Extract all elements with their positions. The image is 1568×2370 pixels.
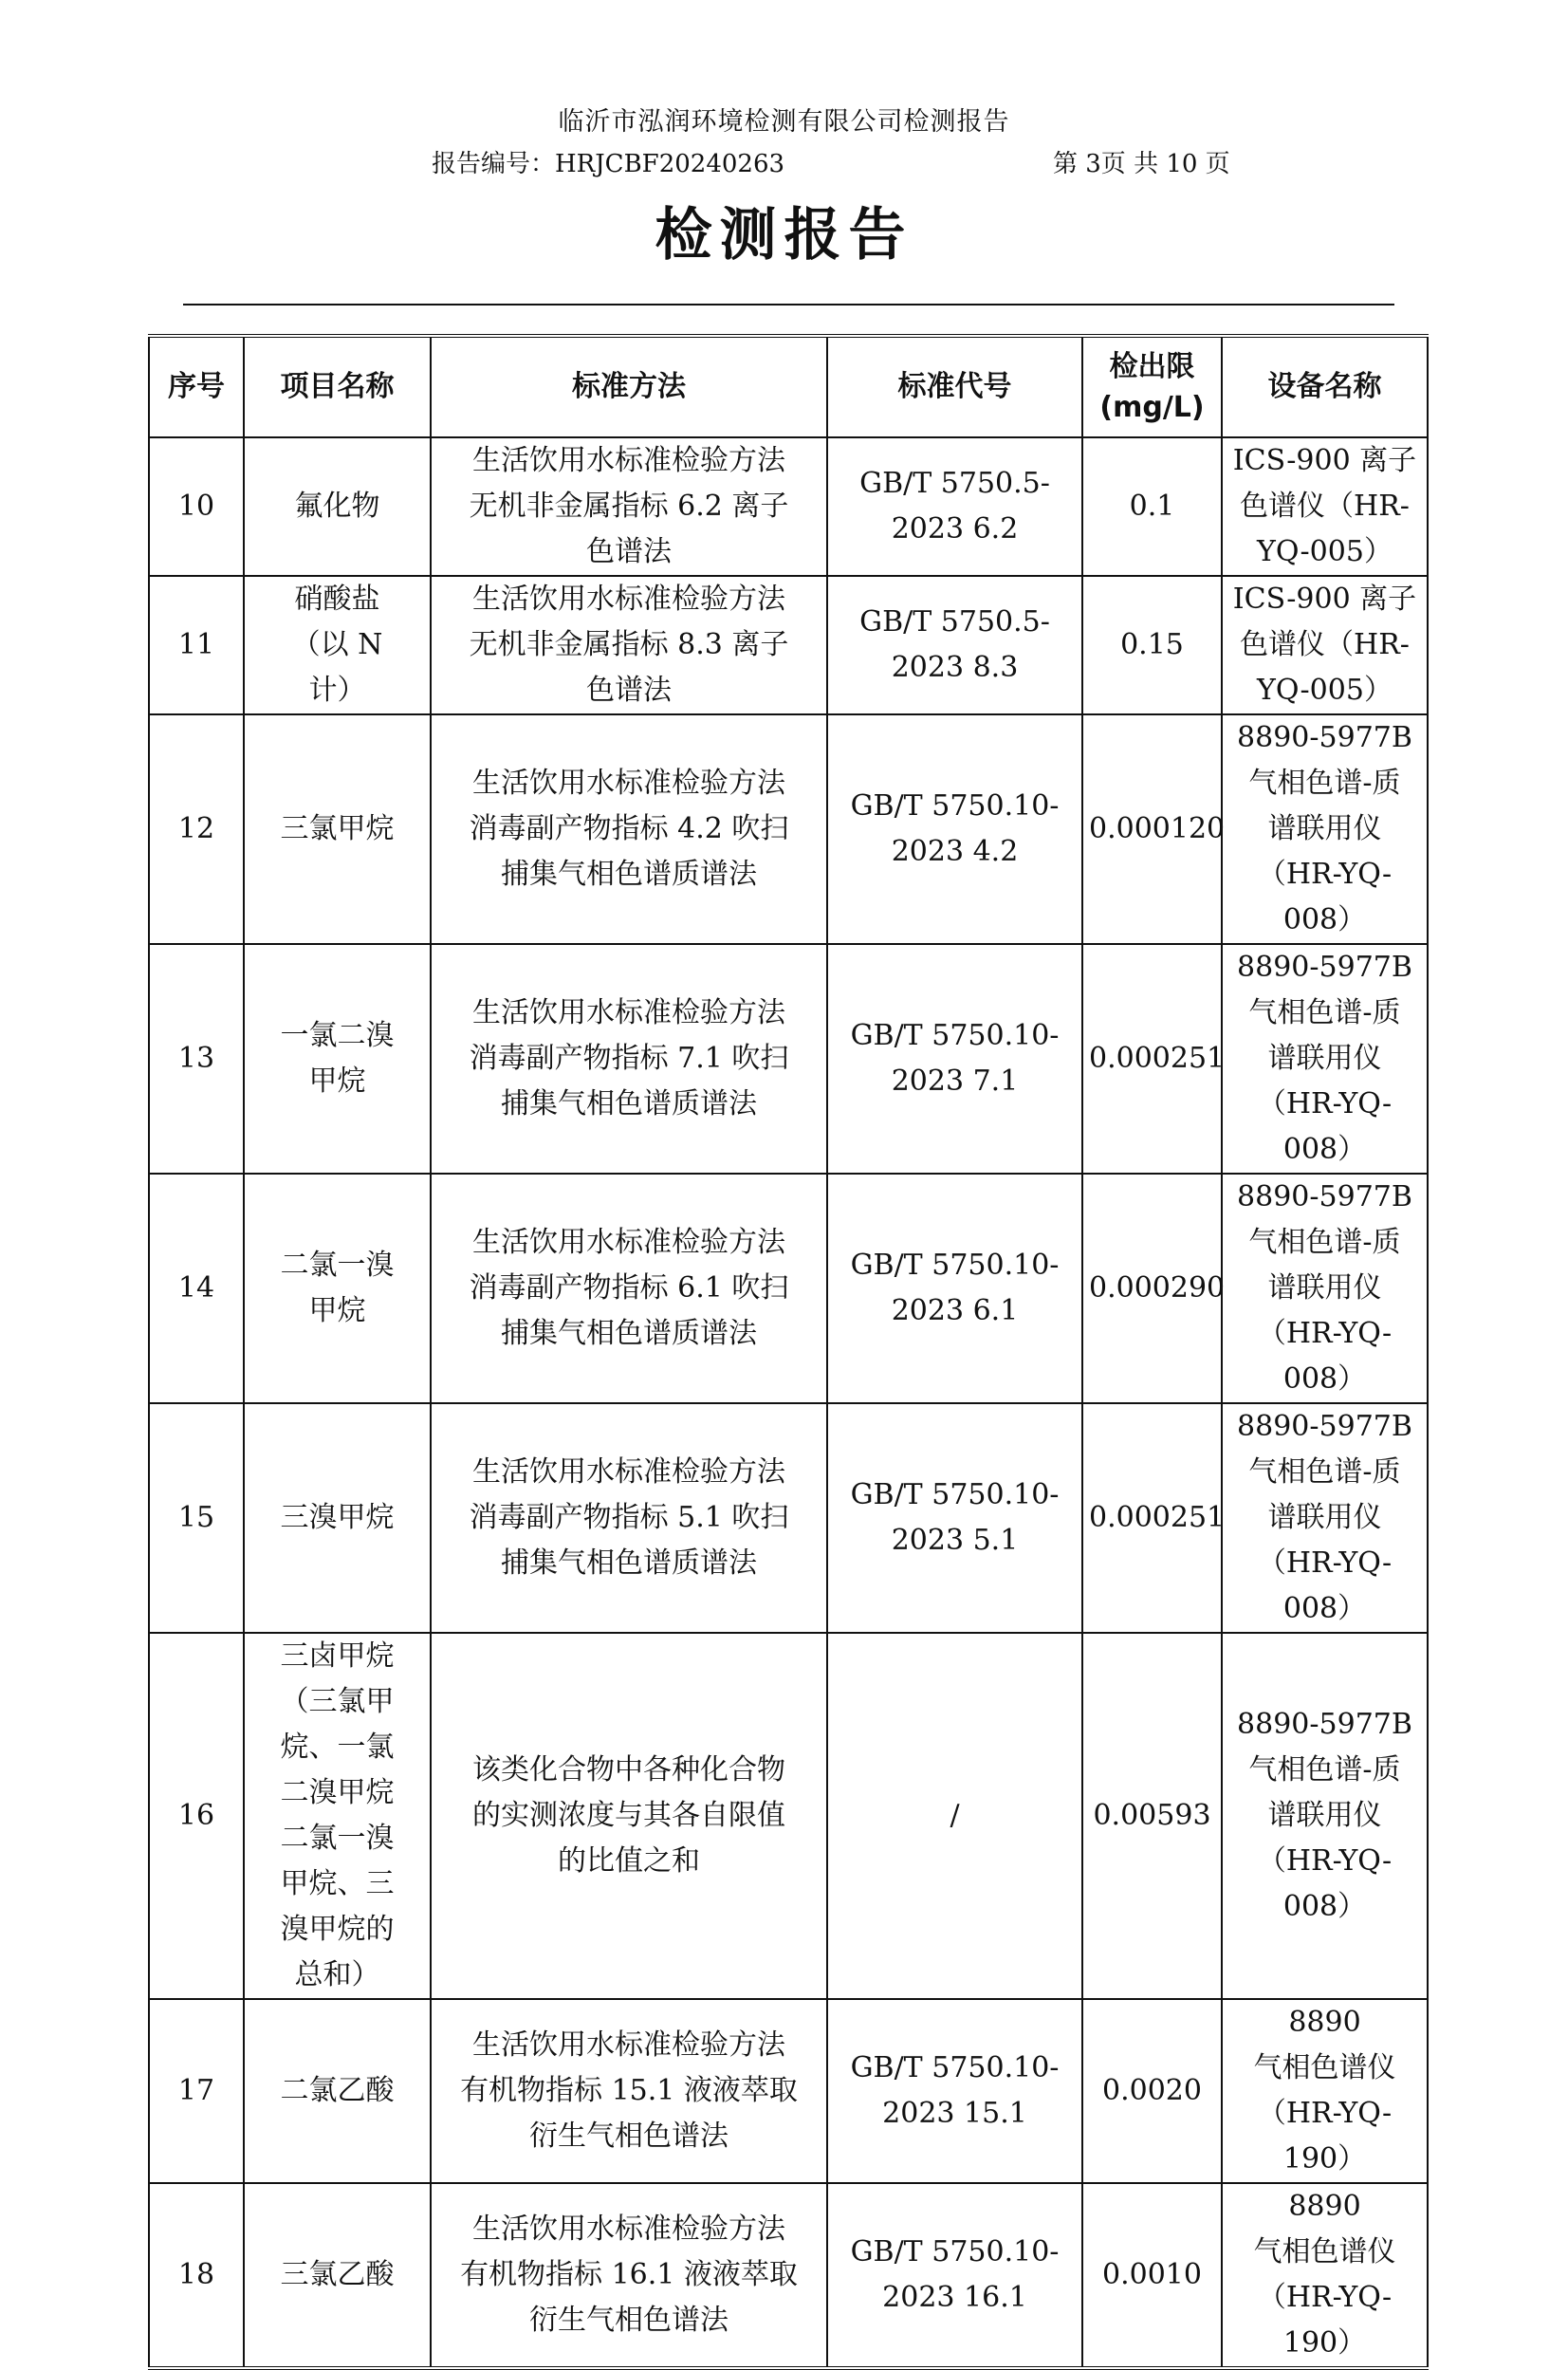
seq-cell: 13	[149, 944, 244, 1174]
method-cell: 该类化合物中各种化合物 的实测浓度与其各自限值 的比值之和	[431, 1633, 827, 1999]
page-title: 检测报告	[655, 202, 913, 268]
standard-code-cell: GB/T 5750.10- 2023 4.2	[827, 714, 1082, 944]
standard-code-cell: GB/T 5750.10- 2023 6.1	[827, 1174, 1082, 1403]
column-header-method: 标准方法	[431, 336, 827, 437]
column-header-seq: 序号	[149, 336, 244, 437]
header-divider	[183, 304, 1394, 306]
equipment-cell: 8890 气相色谱仪 （HR-YQ- 190）	[1222, 1999, 1428, 2183]
seq-cell: 16	[149, 1633, 244, 1999]
standard-code-cell: GB/T 5750.5- 2023 8.3	[827, 576, 1082, 714]
method-cell: 生活饮用水标准检验方法 有机物指标 15.1 液液萃取 衍生气相色谱法	[431, 1999, 827, 2183]
method-cell: 生活饮用水标准检验方法 消毒副产物指标 7.1 吹扫 捕集气相色谱质谱法	[431, 944, 827, 1174]
equipment-cell: 8890 气相色谱仪 （HR-YQ- 190）	[1222, 2183, 1428, 2368]
item-name-cell: 三氯乙酸	[244, 2183, 431, 2368]
table-row	[149, 437, 1428, 576]
standard-code-cell: GB/T 5750.10- 2023 16.1	[827, 2183, 1082, 2368]
seq-cell: 17	[149, 1999, 244, 2183]
item-name-cell: 二氯乙酸	[244, 1999, 431, 2183]
column-header-code: 标准代号	[827, 336, 1082, 437]
table-row	[149, 1403, 1428, 1633]
item-name-cell: 硝酸盐 （以 N 计）	[244, 576, 431, 714]
item-name-cell: 三氯甲烷	[244, 714, 431, 944]
method-cell: 生活饮用水标准检验方法 无机非金属指标 8.3 离子 色谱法	[431, 576, 827, 714]
standard-code-cell: GB/T 5750.5- 2023 6.2	[827, 437, 1082, 576]
standard-code-cell: GB/T 5750.10- 2023 7.1	[827, 944, 1082, 1174]
method-cell: 生活饮用水标准检验方法 有机物指标 16.1 液液萃取 衍生气相色谱法	[431, 2183, 827, 2368]
seq-cell: 12	[149, 714, 244, 944]
standard-code-cell: GB/T 5750.10- 2023 5.1	[827, 1403, 1082, 1633]
table-row	[149, 2183, 1428, 2368]
detection-limit-cell: 0.0020	[1082, 1999, 1222, 2183]
column-header-equipment: 设备名称	[1222, 336, 1428, 437]
detection-limit-cell: 0.000251	[1082, 944, 1222, 1174]
seq-cell: 10	[149, 437, 244, 576]
detection-limit-cell: 0.15	[1082, 576, 1222, 714]
method-cell: 生活饮用水标准检验方法 消毒副产物指标 5.1 吹扫 捕集气相色谱质谱法	[431, 1403, 827, 1633]
standard-code-cell: /	[827, 1633, 1082, 1999]
table-row	[149, 1633, 1428, 1999]
report-number: 报告编号：HRJCBF20240263	[432, 150, 785, 178]
item-name-cell: 三卤甲烷 （三氯甲 烷、一氯 二溴甲烷 二氯一溴 甲烷、三 溴甲烷的 总和）	[244, 1633, 431, 1999]
detection-limit-cell: 0.00593	[1082, 1633, 1222, 1999]
item-name-cell: 二氯一溴 甲烷	[244, 1174, 431, 1403]
seq-cell: 11	[149, 576, 244, 714]
equipment-cell: 8890-5977B 气相色谱-质 谱联用仪 （HR-YQ- 008）	[1222, 714, 1428, 944]
method-cell: 生活饮用水标准检验方法 无机非金属指标 6.2 离子 色谱法	[431, 437, 827, 576]
seq-cell: 14	[149, 1174, 244, 1403]
company-header: 临沂市泓润环境检测有限公司检测报告	[558, 107, 1010, 137]
detection-limit-cell: 0.000120	[1082, 714, 1222, 944]
table-row	[149, 944, 1428, 1174]
method-cell: 生活饮用水标准检验方法 消毒副产物指标 6.1 吹扫 捕集气相色谱质谱法	[431, 1174, 827, 1403]
equipment-cell: 8890-5977B 气相色谱-质 谱联用仪 （HR-YQ- 008）	[1222, 1174, 1428, 1403]
standard-code-cell: GB/T 5750.10- 2023 15.1	[827, 1999, 1082, 2183]
seq-cell: 18	[149, 2183, 244, 2368]
seq-cell: 15	[149, 1403, 244, 1633]
column-header-item: 项目名称	[244, 336, 431, 437]
item-name-cell: 三溴甲烷	[244, 1403, 431, 1633]
table-row	[149, 714, 1428, 944]
equipment-cell: 8890-5977B 气相色谱-质 谱联用仪 （HR-YQ- 008）	[1222, 1403, 1428, 1633]
page-indicator: 第 3页 共 10 页	[1053, 150, 1230, 178]
table-row	[149, 576, 1428, 714]
detection-limit-cell: 0.1	[1082, 437, 1222, 576]
table-header-row	[149, 336, 1428, 437]
table-row	[149, 1999, 1428, 2183]
item-name-cell: 氟化物	[244, 437, 431, 576]
equipment-cell: ICS-900 离子 色谱仪（HR- YQ-005）	[1222, 576, 1428, 714]
test-methods-table	[148, 334, 1429, 2370]
detection-limit-cell: 0.000290	[1082, 1174, 1222, 1403]
item-name-cell: 一氯二溴 甲烷	[244, 944, 431, 1174]
method-cell: 生活饮用水标准检验方法 消毒副产物指标 4.2 吹扫 捕集气相色谱质谱法	[431, 714, 827, 944]
table-row	[149, 1174, 1428, 1403]
equipment-cell: 8890-5977B 气相色谱-质 谱联用仪 （HR-YQ- 008）	[1222, 944, 1428, 1174]
equipment-cell: ICS-900 离子 色谱仪（HR- YQ-005）	[1222, 437, 1428, 576]
equipment-cell: 8890-5977B 气相色谱-质 谱联用仪 （HR-YQ- 008）	[1222, 1633, 1428, 1999]
column-header-limit: 检出限 (mg/L)	[1082, 336, 1222, 437]
detection-limit-cell: 0.000251	[1082, 1403, 1222, 1633]
detection-limit-cell: 0.0010	[1082, 2183, 1222, 2368]
